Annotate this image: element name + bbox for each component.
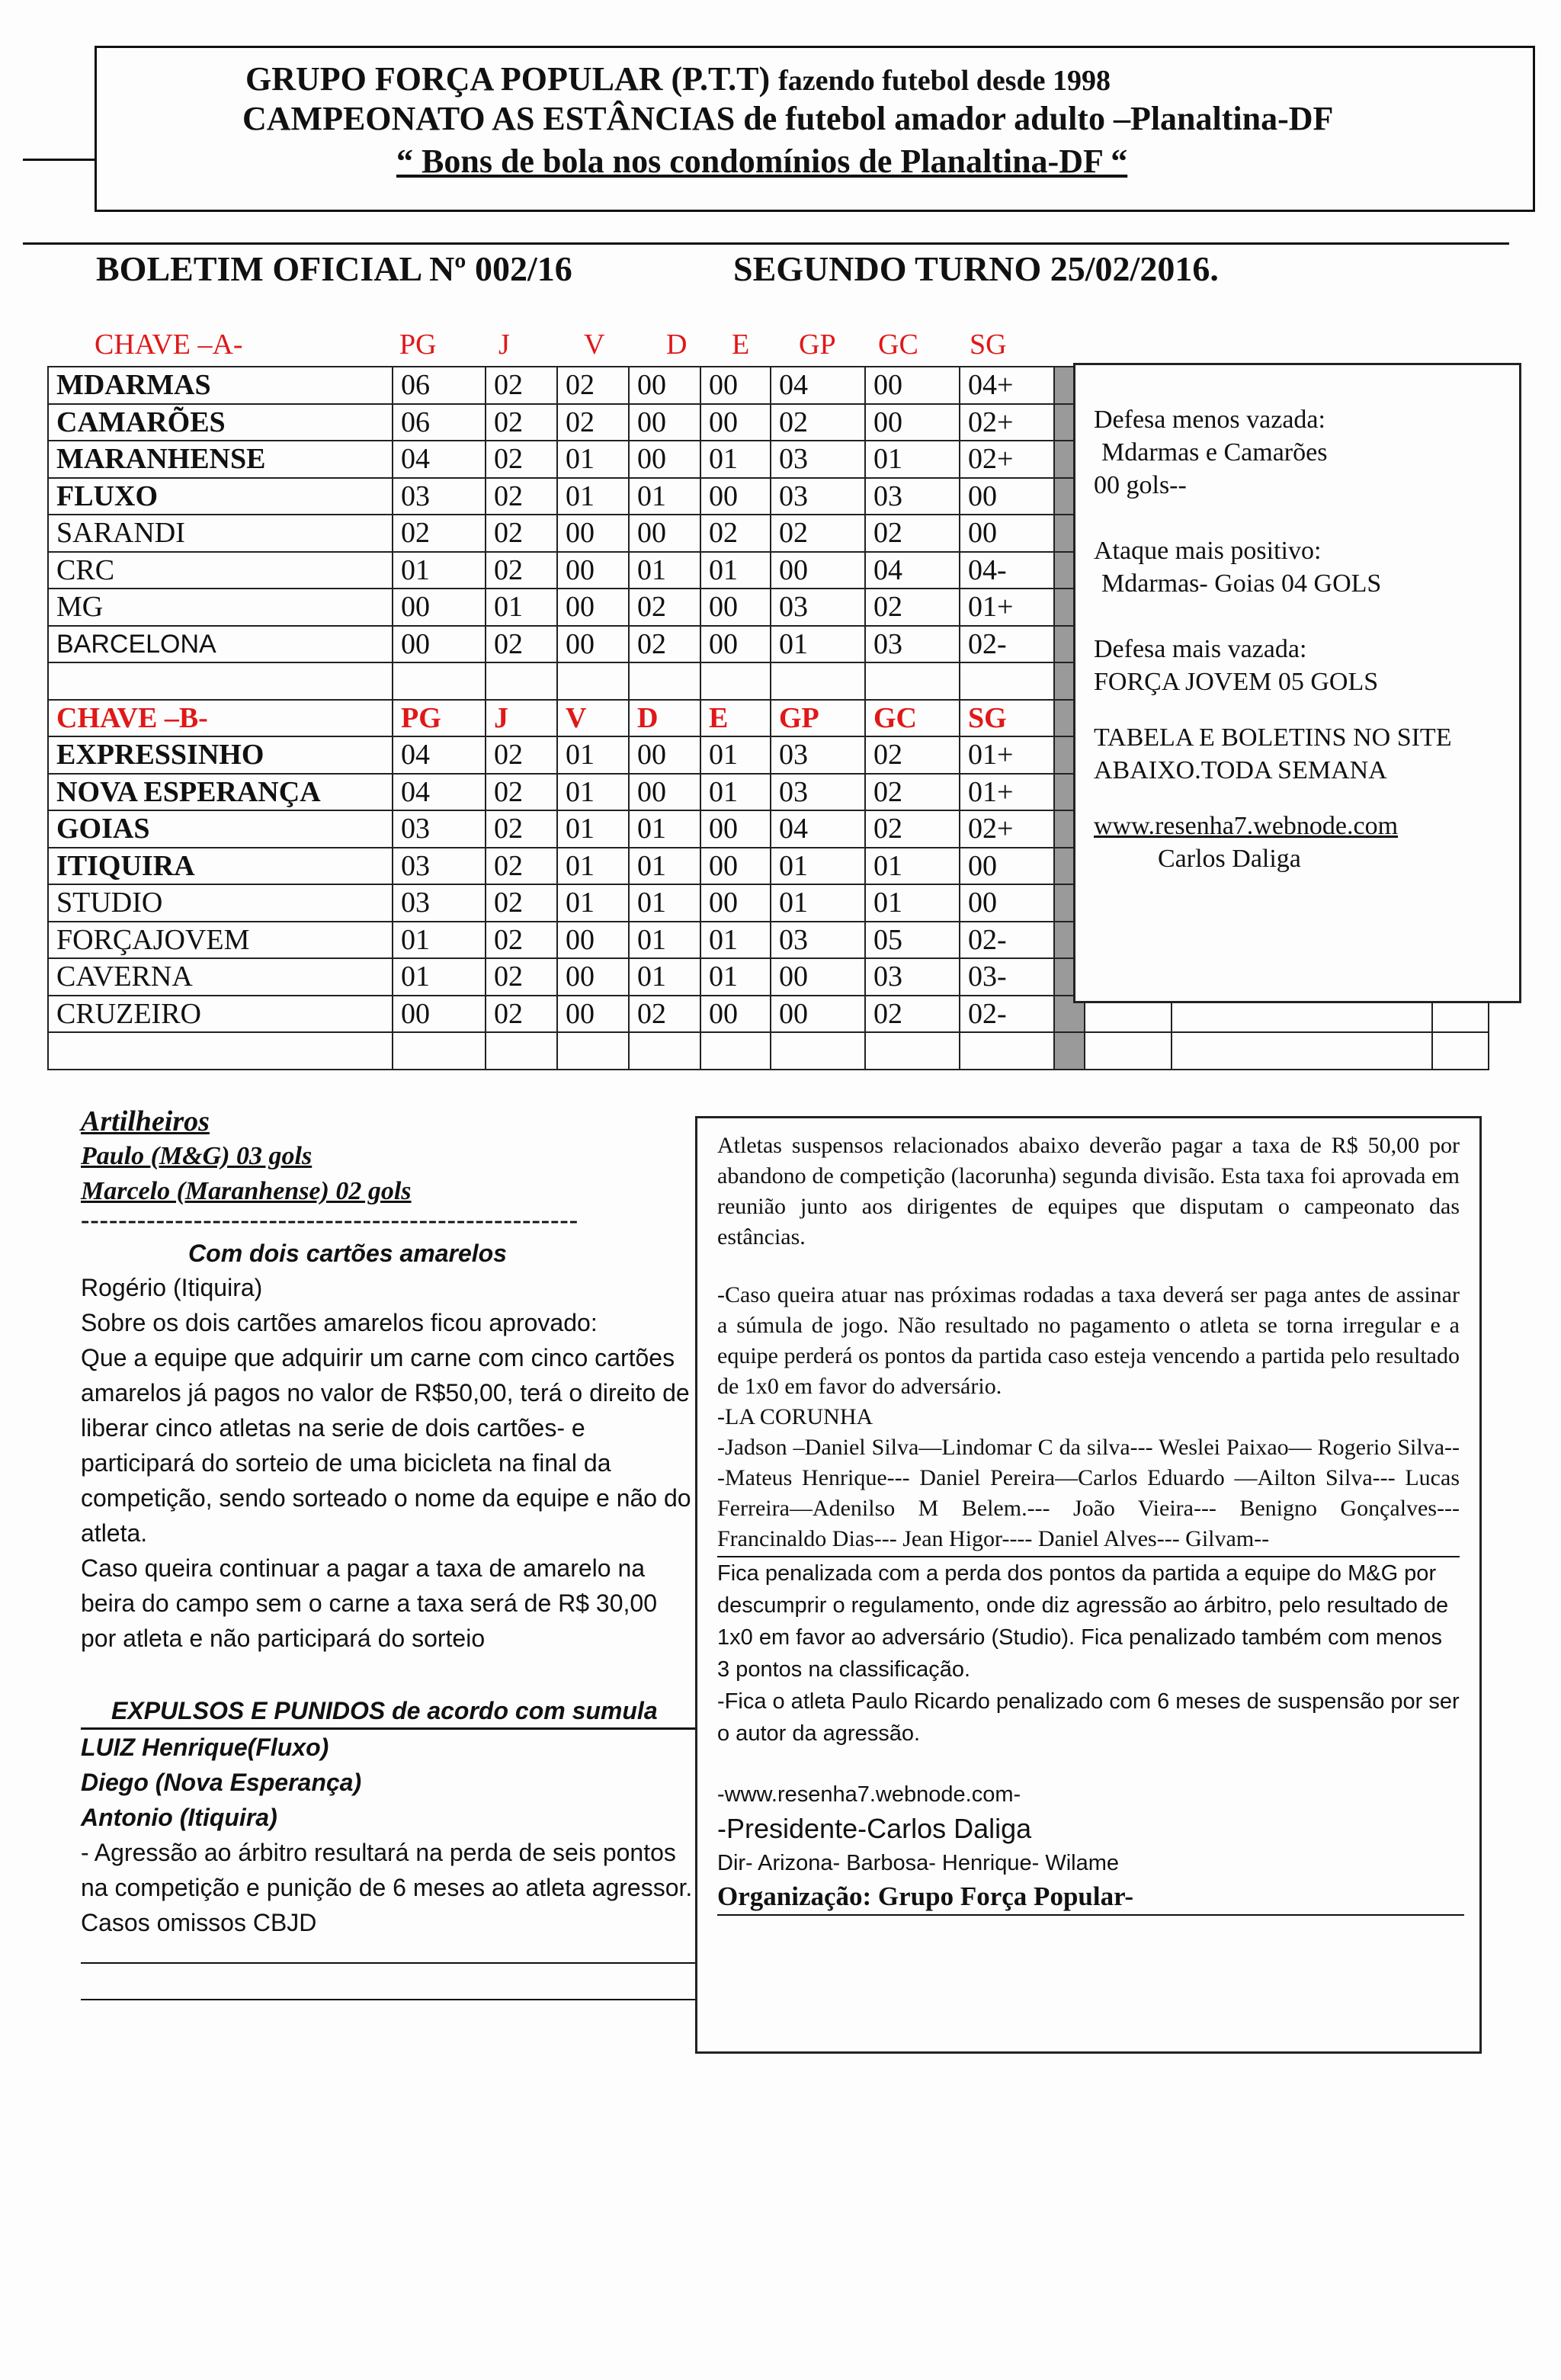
group-b-col-gc: GC <box>865 700 960 737</box>
group-b-col-d: D <box>629 700 700 737</box>
stat-e: 01 <box>700 441 771 478</box>
empty-cell <box>771 1032 865 1070</box>
stat-v: 00 <box>557 958 629 996</box>
directors-line: Dir- Arizona- Barbosa- Henrique- Wilame <box>717 1851 1119 1875</box>
stat-e: 00 <box>700 810 771 848</box>
stat-gc: 03 <box>865 958 960 996</box>
stat-sg: 00 <box>960 515 1054 552</box>
artilheiros-title: Artilheiros <box>81 1105 210 1137</box>
empty-cell <box>865 662 960 700</box>
stat-sg: 03- <box>960 958 1054 996</box>
stat-d: 02 <box>629 626 700 663</box>
group-b-title: CHAVE –B- <box>48 700 393 737</box>
stat-sg: 04- <box>960 552 1054 589</box>
site-link[interactable]: www.resenha7.webnode.com <box>1094 812 1399 840</box>
stat-pg: 03 <box>393 810 486 848</box>
site-footer[interactable]: -www.resenha7.webnode.com- <box>717 1782 1021 1807</box>
group-b-col-v: V <box>557 700 629 737</box>
empty-cell <box>629 662 700 700</box>
empty-cell <box>771 662 865 700</box>
stat-d: 01 <box>629 884 700 922</box>
group-a-col-sg: SG <box>970 329 1007 361</box>
mg-penalty-text: Fica penalizada com a perda dos pontos da partida a equipe do M&G por descumprir o regulamento, onde diz agressão ao árbitro, pelo resultado de 1x0 em favor ao adversário (Studio). Fica penalizado também com menos 3 pontos na classificação. <box>717 1561 1449 1682</box>
defesa-menos-goals: 00 gols-- <box>1094 471 1187 499</box>
group-a-col-e: E <box>732 329 750 361</box>
group-a-col-v: V <box>584 329 605 361</box>
left-rule-2 <box>81 1999 695 2000</box>
group-b-col-sg: SG <box>960 700 1054 737</box>
stat-e: 01 <box>700 736 771 774</box>
stat-j: 01 <box>486 589 557 626</box>
expulsos-title: EXPULSOS E PUNIDOS de acordo com sumula <box>111 1697 658 1724</box>
stat-e: 01 <box>700 922 771 959</box>
stat-gp: 04 <box>771 810 865 848</box>
stat-j: 02 <box>486 958 557 996</box>
stat-e: 00 <box>700 367 771 404</box>
stat-pg: 00 <box>393 996 486 1033</box>
stat-pg: 03 <box>393 478 486 515</box>
stat-e: 02 <box>700 515 771 552</box>
blank-row <box>48 1032 1489 1070</box>
stat-v: 00 <box>557 996 629 1033</box>
paulo-penalty-text: -Fica o atleta Paulo Ricardo penalizado com 6 meses de suspensão por ser o autor da agressão. <box>717 1689 1460 1746</box>
bulletin-turn-date: SEGUNDO TURNO 25/02/2016. <box>733 249 1219 288</box>
tabela-line-2: ABAIXO.TODA SEMANA <box>1094 756 1387 784</box>
defesa-mais-value: FORÇA JOVEM 05 GOLS <box>1094 668 1379 696</box>
suspension-fee-text: Atletas suspensos relacionados abaixo deverão pagar a taxa de R$ 50,00 por abandono de competição (lacorunha) segunda divisão. Esta taxa foi aprovada em reunião junto aos dirigentes de equipes que disputam o campeonato das estâncias. <box>717 1133 1460 1249</box>
org-tagline: fazendo futebol desde 1998 <box>778 65 1111 97</box>
empty-cell <box>960 1032 1054 1070</box>
stat-sg: 02- <box>960 996 1054 1033</box>
stat-gp: 02 <box>771 515 865 552</box>
stat-sg: 01+ <box>960 589 1054 626</box>
stat-v: 00 <box>557 922 629 959</box>
team-name: FORÇAJOVEM <box>48 922 393 959</box>
stat-j: 02 <box>486 848 557 885</box>
stat-gp: 03 <box>771 589 865 626</box>
group-b-col-gp: GP <box>771 700 865 737</box>
empty-cell <box>48 662 393 700</box>
empty-cell <box>865 1032 960 1070</box>
stat-gc: 02 <box>865 774 960 811</box>
stat-gc: 02 <box>865 589 960 626</box>
stat-j: 02 <box>486 441 557 478</box>
championship-slogan: “ Bons de bola nos condomínios de Planaltina-DF “ <box>396 143 1128 180</box>
stat-gc: 02 <box>865 736 960 774</box>
expulso-1: LUIZ Henrique(Fluxo) <box>81 1734 329 1761</box>
cards-rule-intro: Sobre os dois cartões amarelos ficou aprovado: <box>81 1309 598 1336</box>
left-column <box>81 1104 698 1940</box>
stat-pg: 06 <box>393 404 486 441</box>
stat-j: 02 <box>486 404 557 441</box>
stat-gp: 02 <box>771 404 865 441</box>
tabela-line-1: TABELA E BOLETINS NO SITE <box>1094 723 1452 752</box>
stat-d: 01 <box>629 552 700 589</box>
two-cards-title: Com dois cartões amarelos <box>188 1240 507 1267</box>
stat-pg: 04 <box>393 736 486 774</box>
stat-e: 00 <box>700 404 771 441</box>
stat-gc: 01 <box>865 884 960 922</box>
stat-e: 00 <box>700 848 771 885</box>
team-name: EXPRESSINHO <box>48 736 393 774</box>
empty-cell <box>48 1032 393 1070</box>
stat-v: 00 <box>557 589 629 626</box>
empty-cell <box>393 662 486 700</box>
stat-pg: 01 <box>393 922 486 959</box>
payment-rule-text: -Caso queira atuar nas próximas rodadas a taxa deverá ser paga antes de assinar a súmula de jogo. Não resultado no pagamento o atleta se torna irregular e a equipe perderá os pontos da partida caso esteja vencendo a partida pelo resultado de 1x0 em favor do adversário. <box>717 1282 1460 1399</box>
stat-sg: 04+ <box>960 367 1054 404</box>
team-name: STUDIO <box>48 884 393 922</box>
stat-gc: 05 <box>865 922 960 959</box>
stat-e: 00 <box>700 626 771 663</box>
stat-j: 02 <box>486 884 557 922</box>
stat-d: 02 <box>629 589 700 626</box>
empty-cell <box>393 1032 486 1070</box>
stat-sg: 00 <box>960 884 1054 922</box>
team-name: CRUZEIRO <box>48 996 393 1033</box>
stat-v: 01 <box>557 736 629 774</box>
stat-pg: 03 <box>393 848 486 885</box>
team-name: CRC <box>48 552 393 589</box>
group-a-col-gc: GC <box>878 329 918 361</box>
stat-j: 02 <box>486 774 557 811</box>
stat-gc: 03 <box>865 626 960 663</box>
org-name: GRUPO FORÇA POPULAR (P.T.T) <box>245 60 771 98</box>
stat-j: 02 <box>486 626 557 663</box>
team-name: ITIQUIRA <box>48 848 393 885</box>
stat-gc: 01 <box>865 848 960 885</box>
stat-v: 00 <box>557 552 629 589</box>
stat-d: 01 <box>629 922 700 959</box>
two-cards-player: Rogério (Itiquira) <box>81 1274 263 1301</box>
stat-gp: 01 <box>771 848 865 885</box>
bulletin-rule <box>23 242 1509 245</box>
empty-cell <box>557 1032 629 1070</box>
stat-d: 00 <box>629 441 700 478</box>
stat-e: 00 <box>700 589 771 626</box>
group-a-col-d: D <box>666 329 688 361</box>
defesa-mais-title: Defesa mais vazada: <box>1094 635 1307 663</box>
stat-gp: 03 <box>771 478 865 515</box>
header-rule-left <box>23 159 95 161</box>
stat-gc: 02 <box>865 515 960 552</box>
stat-sg: 01+ <box>960 774 1054 811</box>
table-extra-cell <box>1085 1032 1172 1070</box>
team-name: GOIAS <box>48 810 393 848</box>
stat-sg: 00 <box>960 478 1054 515</box>
stat-gp: 04 <box>771 367 865 404</box>
empty-cell <box>557 662 629 700</box>
stat-pg: 02 <box>393 515 486 552</box>
team-name: MARANHENSE <box>48 441 393 478</box>
stat-j: 02 <box>486 478 557 515</box>
stat-d: 00 <box>629 736 700 774</box>
president-name: -Presidente-Carlos Daliga <box>717 1813 1032 1844</box>
stat-v: 00 <box>557 515 629 552</box>
stat-pg: 06 <box>393 367 486 404</box>
org-rule <box>717 1914 1464 1916</box>
left-rule-1 <box>81 1962 695 1964</box>
stat-v: 01 <box>557 810 629 848</box>
cards-fee-text: Caso queira continuar a pagar a taxa de amarelo na beira do campo sem o carne a taxa será de R$ 30,00 por atleta e não participará do sorteio <box>81 1554 657 1652</box>
group-a-col-pg: PG <box>399 329 437 361</box>
stat-pg: 01 <box>393 552 486 589</box>
stat-pg: 04 <box>393 441 486 478</box>
stat-gp: 03 <box>771 774 865 811</box>
stat-gc: 02 <box>865 996 960 1033</box>
group-b-col-j: J <box>486 700 557 737</box>
stat-d: 01 <box>629 848 700 885</box>
group-a-title: CHAVE –A- <box>95 329 243 361</box>
dash-separator: ----------------------------------------------------- <box>81 1206 579 1234</box>
table-gray-cell <box>1054 1032 1085 1070</box>
stats-box <box>1073 363 1521 1003</box>
stat-v: 00 <box>557 626 629 663</box>
team-name: FLUXO <box>48 478 393 515</box>
stat-pg: 00 <box>393 589 486 626</box>
stat-d: 01 <box>629 478 700 515</box>
author-name: Carlos Daliga <box>1158 845 1301 873</box>
stat-e: 01 <box>700 774 771 811</box>
la-corunha-title: -LA CORUNHA <box>717 1404 873 1429</box>
notices-box <box>695 1116 1482 2054</box>
stat-sg: 02+ <box>960 404 1054 441</box>
stat-d: 02 <box>629 996 700 1033</box>
team-name: CAMARÕES <box>48 404 393 441</box>
stat-d: 01 <box>629 810 700 848</box>
stat-e: 01 <box>700 552 771 589</box>
organization-line: Organização: Grupo Força Popular- <box>717 1881 1133 1911</box>
empty-cell <box>700 662 771 700</box>
stat-gp: 01 <box>771 884 865 922</box>
stat-v: 01 <box>557 441 629 478</box>
expulso-2: Diego (Nova Esperança) <box>81 1769 362 1796</box>
team-name: MG <box>48 589 393 626</box>
stat-sg: 00 <box>960 848 1054 885</box>
stat-gc: 00 <box>865 404 960 441</box>
stat-v: 02 <box>557 367 629 404</box>
stat-d: 00 <box>629 515 700 552</box>
cards-rule-text: Que a equipe que adquirir um carne com cinco cartões amarelos já pagos no valor de R$50,00, terá o direito de liberar cinco atletas na serie de dois cartões- e participará do sorteio de uma bicicleta na final da competição, sendo sorteado o nome da equipe e não do atleta. <box>81 1344 691 1547</box>
artilheiro-1: Paulo (M&G) 03 gols <box>81 1142 313 1170</box>
defesa-menos-title: Defesa menos vazada: <box>1094 406 1325 434</box>
stat-j: 02 <box>486 367 557 404</box>
team-name: SARANDI <box>48 515 393 552</box>
stat-gc: 02 <box>865 810 960 848</box>
agressao-rule: - Agressão ao árbitro resultará na perda de seis pontos na competição e punição de 6 meses ao atleta agressor. Casos omissos CBJD <box>81 1839 693 1936</box>
stat-v: 01 <box>557 478 629 515</box>
stat-gc: 04 <box>865 552 960 589</box>
group-a-col-j: J <box>498 329 510 361</box>
stat-v: 01 <box>557 774 629 811</box>
ataque-title: Ataque mais positivo: <box>1094 537 1322 565</box>
stat-sg: 01+ <box>960 736 1054 774</box>
stat-e: 00 <box>700 996 771 1033</box>
stat-pg: 01 <box>393 958 486 996</box>
empty-cell <box>629 1032 700 1070</box>
team-name: MDARMAS <box>48 367 393 404</box>
stat-v: 01 <box>557 884 629 922</box>
empty-cell <box>700 1032 771 1070</box>
empty-cell <box>486 662 557 700</box>
stat-gp: 03 <box>771 736 865 774</box>
suspended-players-list: -Jadson –Daniel Silva—Lindomar C da silva--- Weslei Paixao— Rogerio Silva---Mateus Henrique--- Daniel Pereira—Carlos Eduardo —Ailton Silva--- Lucas Ferreira—Adenilso M Belem.--- João Vieira--- Benigno Gonçalves--- Francinaldo Dias--- Jean Higor---- Daniel Alves--- Gilvam-- <box>717 1435 1460 1551</box>
team-name: CAVERNA <box>48 958 393 996</box>
stat-d: 00 <box>629 404 700 441</box>
stat-d: 01 <box>629 958 700 996</box>
stat-j: 02 <box>486 996 557 1033</box>
expulso-3: Antonio (Itiquira) <box>81 1804 277 1831</box>
org-title <box>245 59 1111 98</box>
stat-d: 00 <box>629 367 700 404</box>
stat-pg: 03 <box>393 884 486 922</box>
group-a-col-gp: GP <box>799 329 836 361</box>
stat-sg: 02- <box>960 626 1054 663</box>
stat-j: 02 <box>486 810 557 848</box>
stat-e: 01 <box>700 958 771 996</box>
stat-sg: 02+ <box>960 810 1054 848</box>
ataque-value: Mdarmas- Goias 04 GOLS <box>1101 569 1382 598</box>
stat-gp: 03 <box>771 441 865 478</box>
stat-v: 01 <box>557 848 629 885</box>
artilheiro-2: Marcelo (Maranhense) 02 gols <box>81 1177 412 1205</box>
stat-j: 02 <box>486 552 557 589</box>
stat-gc: 03 <box>865 478 960 515</box>
team-name: BARCELONA <box>48 626 393 663</box>
stat-gp: 00 <box>771 996 865 1033</box>
stat-pg: 00 <box>393 626 486 663</box>
stat-gp: 03 <box>771 922 865 959</box>
team-name: NOVA ESPERANÇA <box>48 774 393 811</box>
stat-gp: 00 <box>771 552 865 589</box>
group-b-col-e: E <box>700 700 771 737</box>
stat-gc: 00 <box>865 367 960 404</box>
stat-gc: 01 <box>865 441 960 478</box>
bulletin-number: BOLETIM OFICIAL Nº 002/16 <box>96 249 572 288</box>
championship-title: CAMPEONATO AS ESTÂNCIAS de futebol amador adulto –Planaltina-DF <box>242 100 1334 137</box>
stat-j: 02 <box>486 922 557 959</box>
stat-sg: 02+ <box>960 441 1054 478</box>
stat-j: 02 <box>486 736 557 774</box>
empty-cell <box>960 662 1054 700</box>
stat-pg: 04 <box>393 774 486 811</box>
stat-gp: 00 <box>771 958 865 996</box>
stat-e: 00 <box>700 884 771 922</box>
empty-cell <box>486 1032 557 1070</box>
table-extra-cell <box>1172 1032 1432 1070</box>
stat-gp: 01 <box>771 626 865 663</box>
stat-sg: 02- <box>960 922 1054 959</box>
group-b-col-pg: PG <box>393 700 486 737</box>
stat-e: 00 <box>700 478 771 515</box>
table-extra-cell <box>1432 1032 1489 1070</box>
stat-d: 00 <box>629 774 700 811</box>
stat-v: 02 <box>557 404 629 441</box>
stat-j: 02 <box>486 515 557 552</box>
defesa-menos-teams: Mdarmas e Camarões <box>1101 438 1328 467</box>
